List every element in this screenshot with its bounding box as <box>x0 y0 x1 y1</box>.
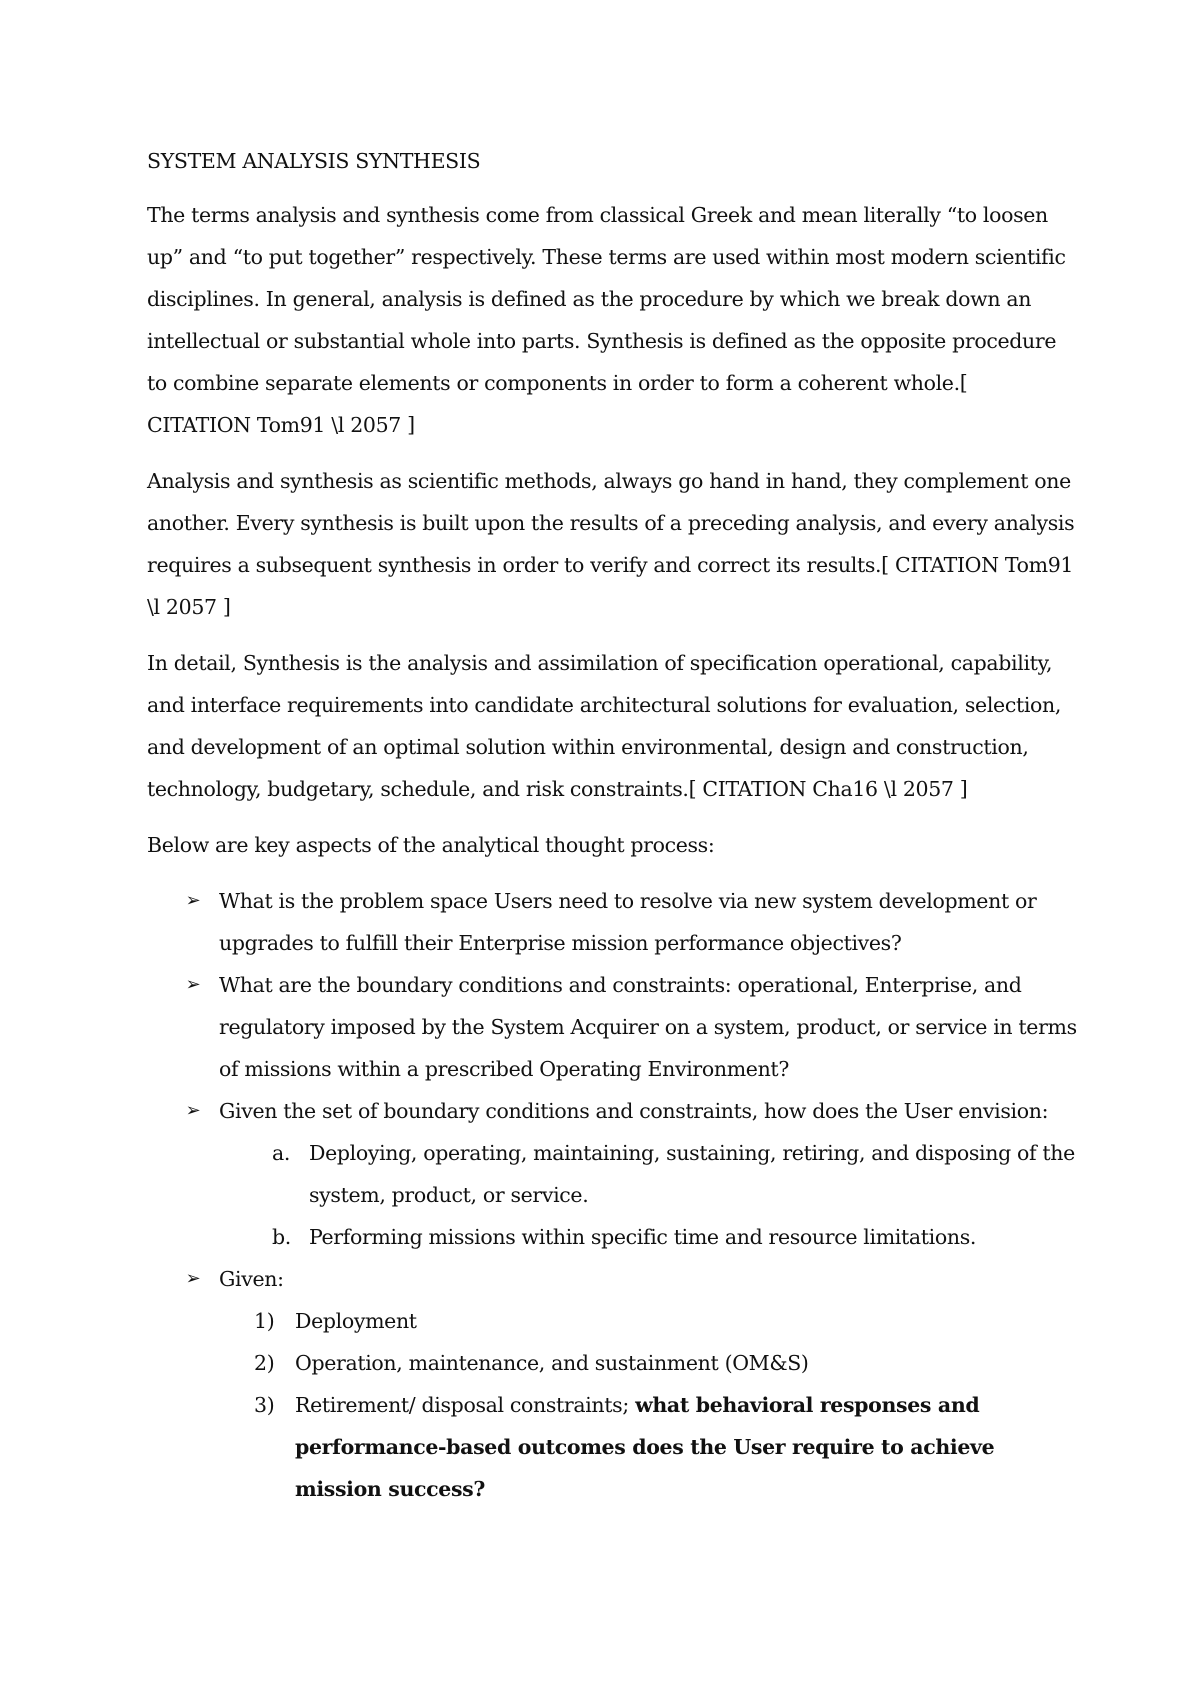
numbered-bold-text: what behavioral responses and performance-based outcomes does the User require to achieve mission success? <box>295 1393 995 1501</box>
arrow-bullet-icon: ➢ <box>185 1268 201 1289</box>
list-item <box>147 1258 1077 1510</box>
list-marker: b. <box>272 1225 291 1249</box>
list-item <box>147 1342 1077 1384</box>
list-item <box>147 1300 1077 1342</box>
paragraph-key-aspects-lead: Below are key aspects of the analytical thought process: <box>147 833 715 857</box>
arrow-bullet-icon: ➢ <box>185 974 201 995</box>
document-page <box>147 140 1077 1510</box>
key-aspects-list <box>147 880 1077 1510</box>
numbered-text: Operation, maintenance, and sustainment (OM&S) <box>295 1351 809 1375</box>
envision-sublist <box>219 1132 1077 1258</box>
bullet-text: Given the set of boundary conditions and constraints, how does the User envision: <box>219 1099 1049 1123</box>
sublist-text: Deploying, operating, maintaining, sustaining, retiring, and disposing of the system, product, or service. <box>309 1141 1075 1207</box>
list-marker: 2) <box>254 1351 275 1375</box>
list-item <box>147 1216 1077 1258</box>
list-item <box>147 880 1077 964</box>
numbered-text: Deployment <box>295 1309 417 1333</box>
document-title: SYSTEM ANALYSIS SYNTHESIS <box>147 149 481 173</box>
list-item <box>147 1384 1077 1510</box>
bullet-text: What are the boundary conditions and constraints: operational, Enterprise, and regulatory imposed by the System Acquirer on a system, product, or service in terms of missions within a prescribed Operating Environment? <box>219 973 1077 1081</box>
given-numbered-list <box>219 1300 1077 1510</box>
paragraph-methods: Analysis and synthesis as scientific methods, always go hand in hand, they complement one another. Every synthesis is built upon the results of a preceding analysis, and every analysis requires a subsequent synthesis in order to verify and correct its results.[ CITATION Tom91 \l 2057 ] <box>147 469 1075 619</box>
list-marker: a. <box>272 1141 291 1165</box>
list-item <box>147 1090 1077 1258</box>
numbered-text: Retirement/ disposal constraints; <box>295 1393 636 1417</box>
arrow-bullet-icon: ➢ <box>185 890 201 911</box>
list-marker: 1) <box>254 1309 275 1333</box>
paragraph-detail: In detail, Synthesis is the analysis and assimilation of specification operational, capability, and interface requirements into candidate architectural solutions for evaluation, selection, and development of an optimal solution within environmental, design and construction, technology, budgetary, schedule, and risk constraints.[ CITATION Cha16 \l 2057 ] <box>147 651 1062 801</box>
sublist-text: Performing missions within specific time and resource limitations. <box>309 1225 977 1249</box>
list-marker: 3) <box>254 1393 275 1417</box>
list-item <box>147 964 1077 1090</box>
list-item <box>147 1132 1077 1216</box>
bullet-text: Given: <box>219 1267 284 1291</box>
arrow-bullet-icon: ➢ <box>185 1100 201 1121</box>
paragraph-intro: The terms analysis and synthesis come from classical Greek and mean literally “to loosen up” and “to put together” respectively. These terms are used within most modern scientific disciplines. In general, analysis is defined as the procedure by which we break down an intellectual or substantial whole into parts. Synthesis is defined as the opposite procedure to combine separate elements or components in order to form a coherent whole.[ CITATION Tom91 \l 2057 ] <box>147 203 1066 437</box>
bullet-text: What is the problem space Users need to resolve via new system development or upgrades to fulfill their Enterprise mission performance objectives? <box>219 889 1037 955</box>
